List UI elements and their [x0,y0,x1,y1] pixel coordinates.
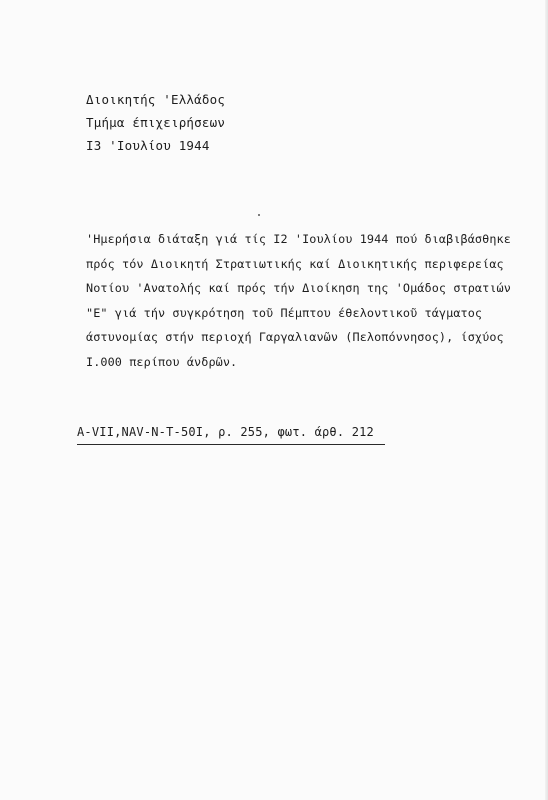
archive-reference: A-VII,NAV-N-T-50I, ρ. 255, φωτ. άρθ. 212 [77,425,374,439]
body-line-1: 'Ημερήσια διάταξη γιά τίς I2 'Ιουλίου 1944 πού διαβιβάσθηκε [86,232,511,246]
header-date: I3 'Ιουλίου 1944 [86,138,210,153]
document-body [86,227,526,374]
header-department: Τμήμα έπιχειρήσεων [86,115,226,130]
reference-underline [77,444,385,445]
body-line-5: άστυνομίας στήν περιοχή Γαργαλιανῶν (Πελοπόννησος), ίσχύος [86,330,504,344]
stray-mark [258,214,260,216]
body-line-2: πρός τόν Διοικητή Στρατιωτικής καί Διοικητικής περιφερείας [86,256,504,271]
body-line-6: I.000 περίπου άνδρῶν. [86,354,238,369]
document-header [86,88,225,157]
body-line-4: "Ε" γιά τήν συγκρότηση τοῦ Πέμπτου έθελοντικοῦ τάγματος [86,305,483,320]
header-command: Διοικητής 'Ελλάδος [86,92,226,107]
body-line-3: Νοτίου 'Ανατολής καί πρός τήν Διοίκηση της 'Ομάδος στρατιών [86,281,511,295]
